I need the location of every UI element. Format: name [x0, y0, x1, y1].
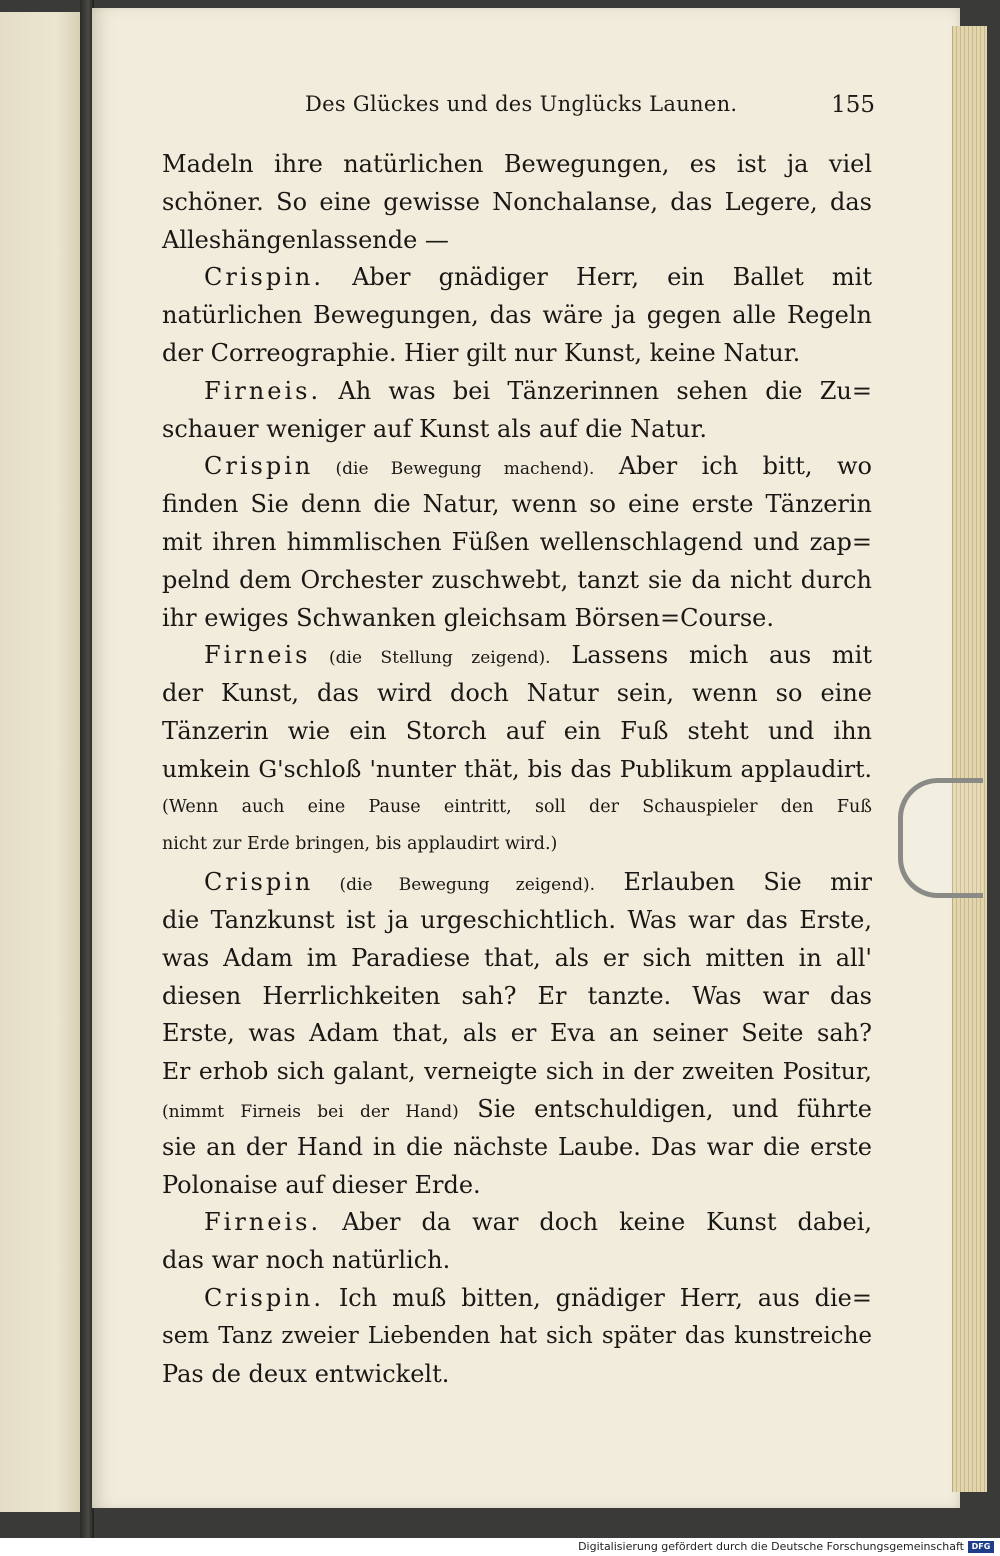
- line-text: Pas de deux entwickelt.: [162, 1359, 450, 1388]
- text-line: [162, 600, 872, 638]
- line-text: das war noch natürlich.: [162, 1246, 451, 1275]
- text-line: [162, 1167, 872, 1205]
- text-line: [162, 411, 872, 449]
- line-text: sem Tanz zweier Liebenden hat sich später das kunstreiche: [162, 1322, 872, 1349]
- text-line: [162, 789, 872, 827]
- line-text: Sie entschuldigen, und führte: [458, 1094, 872, 1123]
- text-line: [162, 335, 872, 373]
- stage-direction: (die Stellung zeigend).: [310, 648, 551, 669]
- line-text: pelnd dem Orchester zuschwebt, tanzt sie da nicht durch: [162, 565, 872, 594]
- text-line: [162, 978, 872, 1016]
- line-text: mit ihren himmlischen Füßen wellenschlagend und zap=: [162, 527, 872, 556]
- line-text: ihr ewiges Schwanken gleichsam Börsen=Course.: [162, 603, 775, 632]
- stage-direction: (die Bewegung zeigend).: [313, 875, 596, 896]
- speaker-name: Firneis.: [204, 376, 322, 405]
- text-line: [162, 146, 872, 184]
- line-text: Erlauben Sie mir: [595, 868, 872, 897]
- line-text: Madeln ihre natürlichen Bewegungen, es ist ja viel: [162, 150, 872, 178]
- line-text: (Wenn auch eine Pause eintritt, soll der Schauspieler den Fuß: [162, 796, 872, 817]
- text-line: [162, 562, 872, 600]
- text-line: [162, 222, 872, 260]
- page-fore-edge: [952, 26, 987, 1492]
- text-line: [162, 826, 872, 864]
- text-line: [162, 940, 872, 978]
- speaker-name: Firneis.: [204, 1208, 322, 1237]
- funding-credit: Digitalisierung gefördert durch die Deutsche Forschungsgemeinschaft: [578, 1540, 964, 1553]
- text-line: [162, 524, 872, 562]
- page-clip: [898, 778, 983, 898]
- body-text: [162, 146, 872, 1393]
- previous-page-edge: [0, 12, 82, 1512]
- line-text: Ich muß bitten, gnädiger Herr, aus die=: [323, 1283, 872, 1312]
- line-text: Polonaise auf dieser Erde.: [162, 1170, 481, 1199]
- line-text: diesen Herrlichkeiten sah? Er tanzte. Was war das: [162, 981, 872, 1010]
- text-line: [162, 297, 872, 335]
- text-line: [162, 902, 872, 940]
- line-text: schöner. So eine gewisse Nonchalanse, das Legere, das: [162, 187, 872, 216]
- line-text: umkein G'schloß 'nunter thät, bis das Publikum applaudirt.: [162, 754, 872, 783]
- page-header: [305, 92, 875, 126]
- text-line: [162, 486, 872, 524]
- line-text: Ah was bei Tänzerinnen sehen die Zu=: [321, 376, 872, 405]
- page-number: 155: [831, 92, 875, 118]
- line-text: Aber ich bitt, wo: [594, 452, 872, 481]
- text-line: [162, 675, 872, 713]
- text-line: [162, 1204, 872, 1242]
- text-line: [162, 1129, 872, 1167]
- text-line: [162, 1015, 872, 1053]
- text-line: [162, 1318, 872, 1356]
- speaker-name: Crispin.: [204, 263, 324, 292]
- line-text: Aber da war doch keine Kunst dabei,: [321, 1208, 872, 1237]
- text-line: [162, 373, 872, 411]
- text-line: [162, 637, 872, 675]
- footer-bar: [0, 1538, 1000, 1556]
- line-text: der Kunst, das wird doch Natur sein, wenn so eine: [162, 679, 872, 708]
- text-line: [162, 1091, 872, 1129]
- text-line: [162, 1242, 872, 1280]
- speaker-name: Crispin.: [204, 1283, 324, 1312]
- text-line: [162, 184, 872, 222]
- line-text: Erste, was Adam that, als er Eva an seiner Seite sah?: [162, 1019, 872, 1048]
- line-text: Alleshängenlassende —: [162, 225, 449, 254]
- speaker-name: Crispin: [204, 452, 314, 481]
- line-text: die Tanzkunst ist ja urgeschichtlich. Was war das Erste,: [162, 905, 872, 934]
- text-line: [162, 448, 872, 486]
- line-text: schauer weniger auf Kunst als auf die Natur.: [162, 414, 707, 443]
- speaker-name: Crispin: [204, 868, 314, 897]
- line-text: Aber gnädiger Herr, ein Ballet mit: [323, 263, 872, 292]
- speaker-name: Firneis: [204, 641, 311, 670]
- text-line: [162, 713, 872, 751]
- line-text: Lassens mich aus mit: [550, 641, 872, 670]
- line-text: natürlichen Bewegungen, das wäre ja gegen alle Regeln: [162, 301, 872, 330]
- text-line: [162, 751, 872, 789]
- stage-direction: (die Bewegung machend).: [313, 459, 595, 480]
- dfg-logo-icon: DFG: [968, 1541, 994, 1553]
- line-text: sie an der Hand in die nächste Laube. Das war die erste: [162, 1132, 872, 1161]
- text-line: [162, 864, 872, 902]
- running-head: Des Glückes und des Unglücks Launen.: [305, 92, 738, 116]
- stage-direction: (nimmt Firneis bei der Hand): [162, 1101, 459, 1122]
- line-text: Er erhob sich galant, verneigte sich in der zweiten Positur,: [162, 1057, 872, 1086]
- line-text: der Correographie. Hier gilt nur Kunst, keine Natur.: [162, 338, 801, 367]
- line-text: was Adam im Paradiese that, als er sich mitten in all': [162, 943, 872, 972]
- text-line: [162, 259, 872, 297]
- line-text: finden Sie denn die Natur, wenn so eine erste Tänzerin: [162, 490, 872, 519]
- text-line: [162, 1053, 872, 1091]
- line-text: Tänzerin wie ein Storch auf ein Fuß steht und ihn: [162, 716, 872, 745]
- text-line: [162, 1280, 872, 1318]
- line-text: nicht zur Erde bringen, bis applaudirt wird.): [162, 834, 558, 855]
- text-line: [162, 1356, 872, 1394]
